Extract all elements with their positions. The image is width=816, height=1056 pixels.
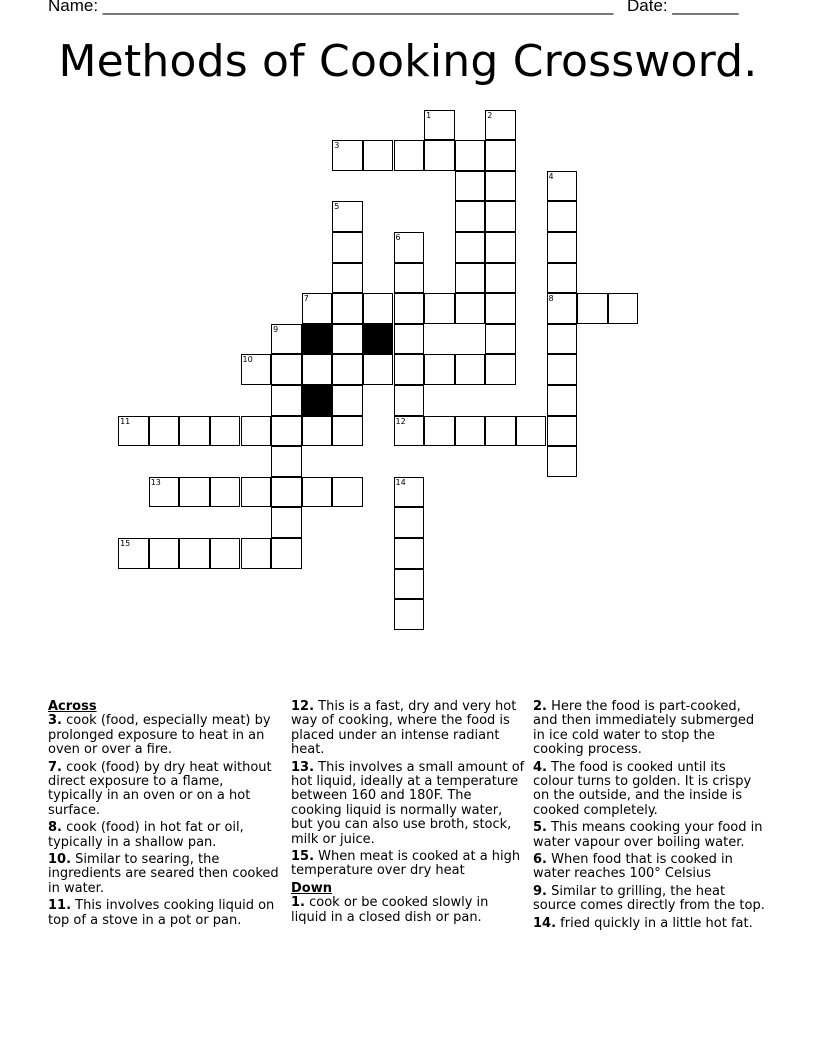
- grid-cell[interactable]: [394, 232, 425, 263]
- grid-cell[interactable]: [179, 416, 210, 447]
- clue-number: 15: [120, 539, 131, 548]
- down-heading: Down: [291, 880, 332, 896]
- clue-text: This is a fast, dry and very hot way of cooking, where the food is placed under an intense radiant heat.: [291, 699, 517, 758]
- clue-number-label: 1.: [291, 895, 305, 911]
- grid-cell[interactable]: [394, 599, 425, 630]
- clue-number: 13: [150, 477, 161, 487]
- clue-number: 7: [303, 294, 309, 304]
- grid-cell[interactable]: [179, 477, 210, 508]
- grid-cell[interactable]: [455, 232, 486, 263]
- clue-text: fried quickly in a little hot fat.: [556, 915, 753, 931]
- grid-cell[interactable]: [210, 416, 241, 447]
- grid-cell[interactable]: [149, 477, 180, 508]
- grid-cell[interactable]: [332, 385, 363, 416]
- grid-cell[interactable]: [394, 354, 425, 385]
- clue-number: 10: [242, 355, 253, 365]
- page-title: Methods of Cooking Crossword.: [58, 36, 758, 87]
- grid-cell[interactable]: [516, 416, 547, 447]
- grid-cell[interactable]: [547, 354, 578, 385]
- grid-cell[interactable]: [547, 324, 578, 355]
- grid-cell[interactable]: [302, 477, 333, 508]
- grid-cell[interactable]: [394, 293, 425, 324]
- clue-text: cook (food) in hot fat or oil, typically in a shallow pan.: [48, 820, 244, 850]
- clue-number-label: 14.: [533, 915, 557, 931]
- grid-cell[interactable]: [332, 293, 363, 324]
- clue-text: This involves a small amount of hot liquid, ideally at a temperature between 160 and 180F. The cooking liquid is normally water, but you can also use broth, stock, milk or juice.: [291, 759, 525, 847]
- grid-cell[interactable]: [394, 569, 425, 600]
- grid-cell[interactable]: [394, 263, 425, 294]
- clue-number: 2: [487, 110, 493, 120]
- clues-column-3: [533, 700, 767, 934]
- grid-cell[interactable]: [485, 293, 516, 324]
- grid-cell[interactable]: [547, 232, 578, 263]
- grid-cell[interactable]: [118, 538, 149, 569]
- clue-text: cook or be cooked slowly in liquid in a closed dish or pan.: [291, 895, 489, 925]
- clue-number: 5: [334, 202, 340, 212]
- grid-cell[interactable]: [485, 354, 516, 385]
- clue-number-label: 15.: [291, 849, 315, 865]
- clue: [48, 714, 282, 757]
- grid-cell[interactable]: [332, 232, 363, 263]
- grid-cell[interactable]: [485, 140, 516, 171]
- grid-cell[interactable]: [210, 538, 241, 569]
- grid-cell[interactable]: [271, 477, 302, 508]
- grid-cell[interactable]: [271, 354, 302, 385]
- clue: [48, 899, 282, 928]
- clue: [533, 917, 767, 931]
- grid-cell[interactable]: [179, 538, 210, 569]
- down-clue-list: [291, 896, 525, 925]
- grid-cell[interactable]: [547, 201, 578, 232]
- clue: [48, 821, 282, 850]
- clue-number-label: 2.: [533, 699, 547, 714]
- clue: [533, 853, 767, 882]
- clue-number: 8: [548, 294, 554, 304]
- grid-cell[interactable]: [547, 416, 578, 447]
- clue-number: 6: [395, 233, 401, 242]
- grid-cell[interactable]: [394, 538, 425, 569]
- grid-cell[interactable]: [363, 354, 394, 385]
- clue: [48, 853, 282, 896]
- grid-cell[interactable]: [302, 354, 333, 385]
- clue-text: This involves cooking liquid on top of a stove in a pot or pan.: [48, 898, 275, 928]
- clue-text: Similar to grilling, the heat source comes directly from the top.: [533, 883, 765, 914]
- grid-cell[interactable]: [547, 263, 578, 294]
- grid-cell[interactable]: [271, 538, 302, 569]
- name-field-label: Name: ______________________________________________________: [48, 0, 614, 15]
- clue-number-label: 6.: [533, 852, 547, 868]
- clue-text: When food that is cooked in water reaches 100° Celsius: [533, 852, 733, 882]
- across-heading: Across: [48, 699, 97, 714]
- grid-cell[interactable]: [485, 324, 516, 355]
- grid-cell[interactable]: [424, 354, 455, 385]
- grid-cell[interactable]: [332, 416, 363, 447]
- grid-cell[interactable]: [271, 324, 302, 355]
- grid-cell[interactable]: [485, 263, 516, 294]
- clue-number: 1: [426, 110, 432, 120]
- grid-cell-blocked: [363, 324, 394, 355]
- grid-cell[interactable]: [394, 324, 425, 355]
- clue: [291, 700, 525, 758]
- grid-cell[interactable]: [118, 416, 149, 447]
- grid-cell[interactable]: [363, 293, 394, 324]
- grid-cell[interactable]: [455, 263, 486, 294]
- grid-cell[interactable]: [455, 201, 486, 232]
- clue-number: 3: [334, 141, 340, 151]
- grid-cell[interactable]: [241, 354, 272, 385]
- clue-number-label: 13.: [291, 759, 315, 775]
- clue-number: 9: [273, 324, 279, 334]
- grid-cell[interactable]: [241, 477, 272, 508]
- clue-number-label: 12.: [291, 699, 315, 714]
- clue-text: cook (food) by dry heat without direct exposure to a flame, typically in an oven or on a hot surface.: [48, 759, 272, 818]
- grid-cell[interactable]: [363, 140, 394, 171]
- clues-column-2: [291, 700, 525, 928]
- grid-cell[interactable]: [332, 140, 363, 171]
- clues-column-1: [48, 700, 282, 931]
- clue-number-label: 9.: [533, 883, 547, 899]
- clue-number: 12: [395, 416, 406, 426]
- grid-cell[interactable]: [455, 354, 486, 385]
- clue-text: This means cooking your food in water vapour over boiling water.: [533, 820, 763, 850]
- clue: [533, 700, 767, 758]
- across-clue-list-continued: [291, 700, 525, 879]
- clue: [48, 761, 282, 819]
- clue: [533, 821, 767, 850]
- grid-cell[interactable]: [547, 385, 578, 416]
- grid-cell[interactable]: [332, 477, 363, 508]
- grid-cell[interactable]: [394, 385, 425, 416]
- clue-text: The food is cooked until its colour turns to golden. It is crispy on the outside, and the inside is cooked completely.: [533, 759, 752, 818]
- clue-number: 4: [548, 171, 554, 181]
- grid-cell[interactable]: [332, 324, 363, 355]
- clue: [533, 761, 767, 819]
- grid-cell[interactable]: [424, 293, 455, 324]
- clue-text: Similar to searing, the ingredients are seared then cooked in water.: [48, 852, 279, 896]
- clue-text: When meat is cooked at a high temperature over dry heat: [291, 849, 521, 879]
- grid-cell[interactable]: [302, 293, 333, 324]
- clue-number-label: 11.: [48, 898, 72, 914]
- grid-cell[interactable]: [302, 416, 333, 447]
- grid-cell[interactable]: [455, 416, 486, 447]
- grid-cell[interactable]: [332, 201, 363, 232]
- clue-number-label: 4.: [533, 759, 547, 775]
- clue-number: 14: [395, 477, 406, 487]
- grid-cell[interactable]: [332, 354, 363, 385]
- clue-number-label: 3.: [48, 713, 62, 729]
- grid-cell[interactable]: [547, 446, 578, 477]
- clue: [533, 885, 767, 914]
- grid-cell[interactable]: [394, 416, 425, 447]
- clue-number: 11: [120, 416, 131, 426]
- clue-number-label: 7.: [48, 759, 62, 775]
- grid-cell[interactable]: [394, 140, 425, 171]
- grid-cell[interactable]: [424, 416, 455, 447]
- grid-cell[interactable]: [455, 140, 486, 171]
- grid-cell[interactable]: [577, 293, 608, 324]
- clue: [291, 761, 525, 847]
- grid-cell[interactable]: [394, 507, 425, 538]
- clue-text: Here the food is part-cooked, and then immediately submerged in ice cold water to stop the cooking process.: [533, 699, 755, 758]
- grid-cell[interactable]: [241, 416, 272, 447]
- date-field-label: Date: _______: [627, 0, 739, 15]
- grid-cell[interactable]: [455, 293, 486, 324]
- grid-cell[interactable]: [608, 293, 639, 324]
- grid-cell[interactable]: [332, 263, 363, 294]
- grid-cell-blocked: [302, 324, 333, 355]
- grid-cell[interactable]: [485, 171, 516, 202]
- grid-cell[interactable]: [149, 538, 180, 569]
- clue-number-label: 10.: [48, 852, 72, 868]
- grid-cell[interactable]: [394, 477, 425, 508]
- grid-cell[interactable]: [485, 416, 516, 447]
- grid-cell[interactable]: [271, 385, 302, 416]
- grid-cell[interactable]: [485, 232, 516, 263]
- grid-cell[interactable]: [271, 446, 302, 477]
- grid-cell[interactable]: [149, 416, 180, 447]
- grid-cell[interactable]: [547, 293, 578, 324]
- grid-cell[interactable]: [271, 507, 302, 538]
- clue-text: cook (food, especially meat) by prolonged exposure to heat in an oven or over a fire.: [48, 713, 271, 758]
- down-clue-list-continued: [533, 700, 767, 931]
- clue-number-label: 5.: [533, 820, 547, 836]
- grid-cell[interactable]: [485, 201, 516, 232]
- clue-number-label: 8.: [48, 820, 62, 836]
- grid-cell[interactable]: [424, 140, 455, 171]
- clue: [291, 850, 525, 879]
- grid-cell[interactable]: [547, 171, 578, 202]
- grid-cell-blocked: [302, 385, 333, 416]
- grid-cell[interactable]: [455, 171, 486, 202]
- grid-cell[interactable]: [485, 110, 516, 141]
- across-clue-list: [48, 714, 282, 928]
- grid-cell[interactable]: [210, 477, 241, 508]
- clue: [291, 896, 525, 925]
- grid-cell[interactable]: [271, 416, 302, 447]
- grid-cell[interactable]: [241, 538, 272, 569]
- grid-cell[interactable]: [424, 110, 455, 141]
